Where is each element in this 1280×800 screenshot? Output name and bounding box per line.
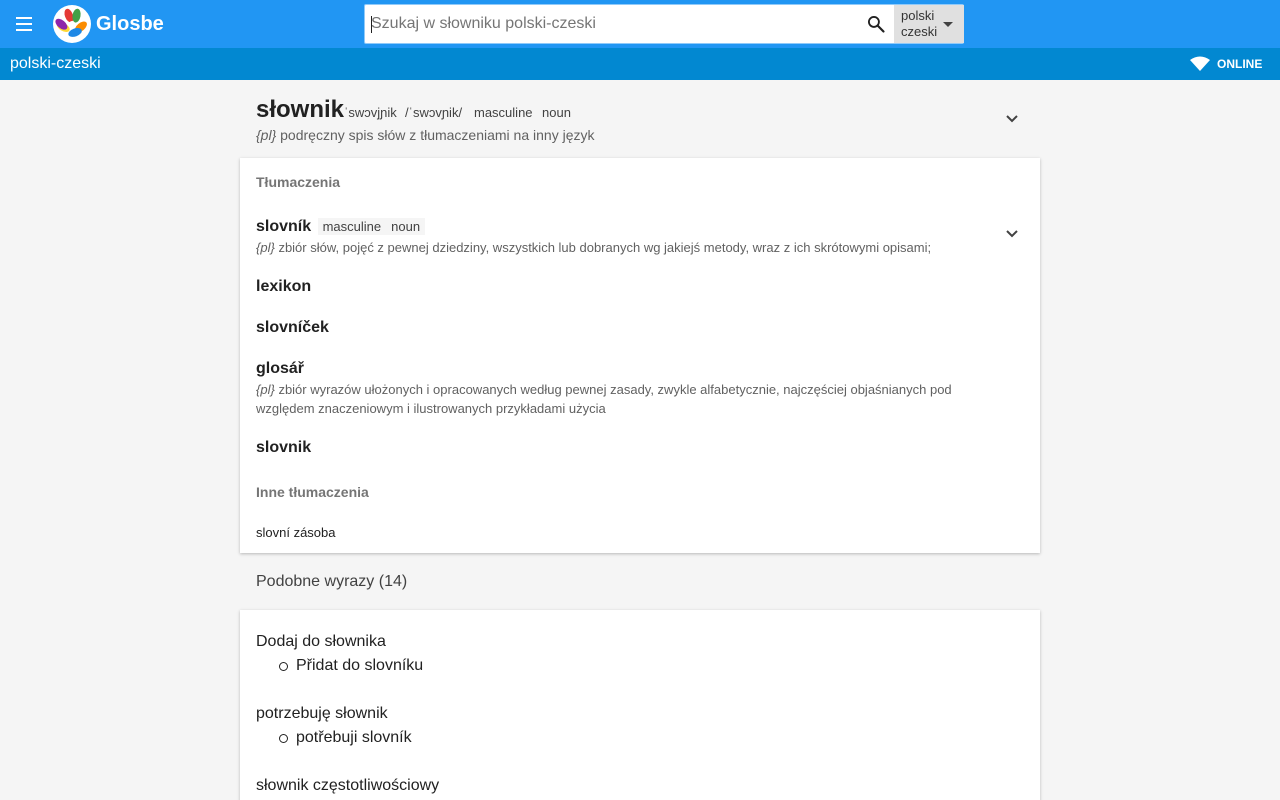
chevron-down-icon[interactable]	[1004, 226, 1020, 242]
translation-word: slovník	[256, 218, 312, 235]
similar-phrase[interactable]: słownik częstotliwościowy	[256, 777, 440, 794]
headword-phonetic: /ˈswɔvɲik/	[405, 105, 463, 120]
translations-card	[240, 158, 1040, 553]
translation-item[interactable]: lexikon	[256, 278, 312, 295]
menu-icon[interactable]	[10, 10, 38, 38]
translation-item[interactable]: slovníček	[256, 319, 329, 336]
translations-label: Tłumaczenia	[256, 174, 341, 190]
dropdown-arrow-icon	[943, 22, 953, 27]
definition-text: zbiór wyrazów ułożonych i opracowanych według pewnej zasady, zwykle alfabetycznie, najczęściej objaśnianych pod względem znaczeniowym i ilustrowanych przykładami użycia	[256, 382, 952, 416]
definition-text: zbiór słów, pojęć z pewnej dziedziny, wszystkich lub dobranych wg jakiejś metody, wraz z ich skrótowymi opisami;	[278, 240, 932, 255]
chevron-down-icon[interactable]	[1004, 111, 1020, 127]
brand-name[interactable]: Glosbe	[96, 13, 164, 35]
language-pair-link[interactable]: polski-czeski	[10, 55, 101, 72]
definition-lang: {pl}	[256, 127, 277, 143]
definition-lang: {pl}	[256, 382, 275, 397]
source-language: polski	[901, 8, 935, 23]
translation-item[interactable]: glosář	[256, 360, 305, 377]
headword-title: słownik	[256, 96, 345, 123]
other-translations-label: Inne tłumaczenia	[256, 484, 369, 500]
translation-item[interactable]	[256, 218, 425, 236]
translation-gender: masculine	[318, 218, 387, 235]
text-caret	[371, 16, 372, 33]
headword-definition	[256, 127, 595, 143]
translation-definition	[256, 380, 976, 418]
language-pair-bar	[0, 48, 1280, 80]
translation-definition	[256, 238, 976, 257]
similar-phrase[interactable]: Dodaj do słownika	[256, 633, 386, 650]
search-button[interactable]	[863, 5, 893, 43]
top-app-bar	[0, 0, 1280, 48]
search-input[interactable]	[371, 5, 861, 43]
online-status-label: ONLINE	[1217, 57, 1263, 71]
definition-lang: {pl}	[256, 240, 275, 255]
wifi-icon	[1190, 56, 1210, 72]
similar-words-heading: Podobne wyrazy (14)	[256, 573, 408, 590]
headword-ipa: ˈswɔvjɲik	[344, 105, 397, 120]
search-bar	[364, 4, 964, 44]
language-select[interactable]	[894, 5, 964, 43]
search-icon	[866, 14, 886, 34]
similar-phrase-translation[interactable]: potřebuji slovník	[296, 729, 412, 746]
target-language: czeski	[901, 24, 938, 39]
similar-phrase[interactable]: potrzebuję słownik	[256, 705, 388, 722]
definition-text: podręczny spis słów z tłumaczeniami na inny język	[280, 127, 595, 143]
similar-phrase-translation[interactable]: Přidat do slovníku	[296, 657, 424, 674]
glosbe-logo[interactable]	[53, 5, 91, 43]
headword-pos: noun	[542, 105, 571, 120]
similar-words-card	[240, 610, 1040, 800]
headword-gender: masculine	[474, 105, 533, 120]
translation-pos: noun	[386, 218, 425, 235]
other-translation-item[interactable]: slovní zásoba	[256, 525, 336, 540]
translation-item[interactable]: slovnik	[256, 439, 312, 456]
